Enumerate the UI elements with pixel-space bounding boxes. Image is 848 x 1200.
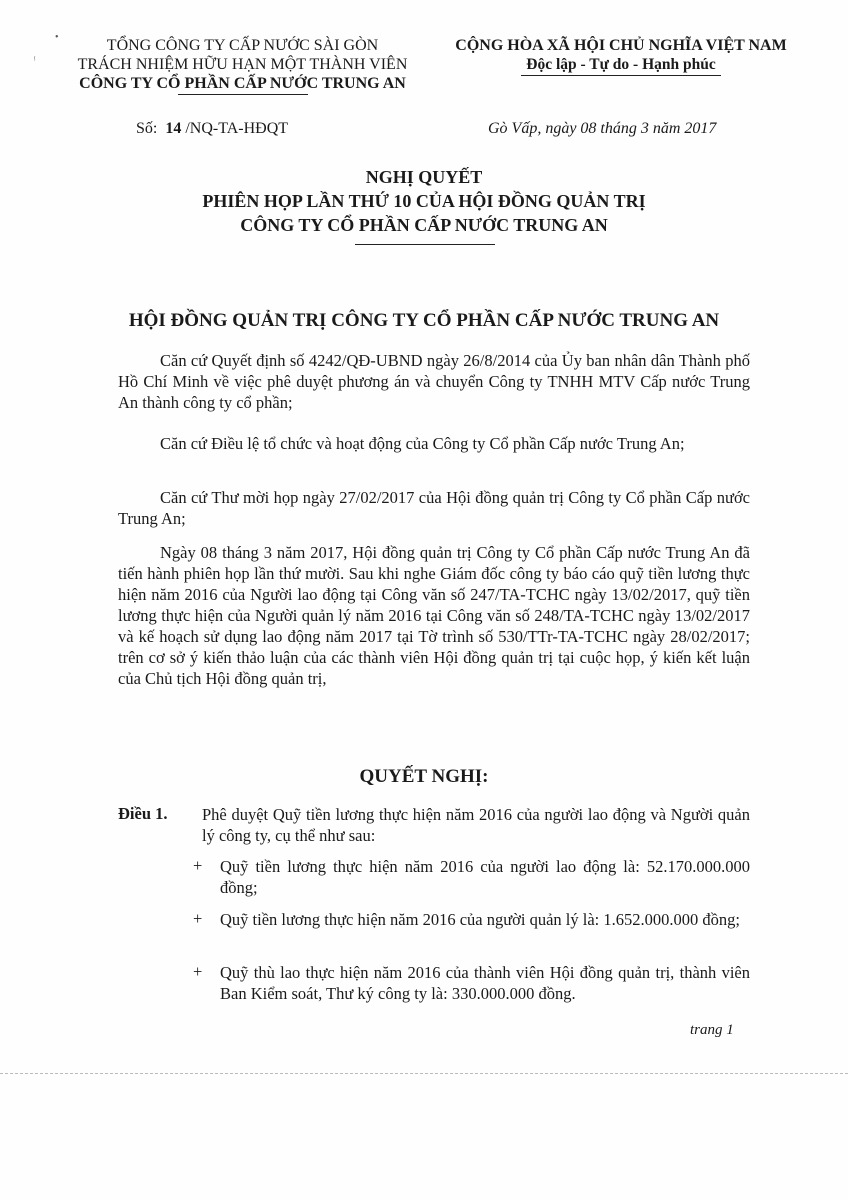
title-rule: [355, 244, 495, 245]
motto-underline: [521, 75, 721, 76]
document-subtitle: CÔNG TY CỔ PHẦN CẤP NƯỚC TRUNG AN: [240, 215, 608, 235]
document-title: PHIÊN HỌP LẦN THỨ 10 CỦA HỘI ĐỒNG QUẢN TRỊ: [202, 191, 646, 211]
list-item: Quỹ tiền lương thực hiện năm 2016 của người quản lý là: 1.652.000.000 đồng;: [220, 910, 740, 929]
bullet-symbol: +: [193, 856, 203, 875]
bullet-symbol: +: [193, 909, 203, 928]
page-divider: [0, 1073, 848, 1074]
paragraph: Căn cứ Quyết định số 4242/QĐ-UBND ngày 26/8/2014 của Ủy ban nhân dân Thành phố Hồ Chí Minh về việc phê duyệt phương án và chuyển Công ty TNHH MTV Cấp nước Trung An thành công ty cổ phần;: [118, 351, 750, 412]
paragraph: Căn cứ Thư mời họp ngày 27/02/2017 của Hội đồng quản trị Công ty Cổ phần Cấp nước Trung An;: [118, 488, 750, 528]
parent-company-type: TRÁCH NHIỆM HỮU HẠN MỘT THÀNH VIÊN: [77, 56, 408, 73]
article-text: Phê duyệt Quỹ tiền lương thực hiện năm 2016 của người lao động và Người quản lý công ty, cụ thể như sau:: [202, 805, 750, 845]
parent-company: TỔNG CÔNG TY CẤP NƯỚC SÀI GÒN: [106, 37, 379, 54]
issuer-block: [60, 36, 425, 95]
resolution-heading: QUYẾT NGHỊ:: [359, 766, 489, 787]
issuer-underline: [178, 94, 308, 95]
doc-number-value: 14: [165, 120, 182, 137]
paragraph: Ngày 08 tháng 3 năm 2017, Hội đồng quản trị Công ty Cổ phần Cấp nước Trung An đã tiến hành phiên họp lần thứ mười. Sau khi nghe Giám đốc công ty báo cáo quỹ tiền lương thực hiện năm 2016 của Người lao động tại Công văn số 247/TA-TCHC ngày 13/02/2017, quỹ tiền lương thực hiện của Người quản lý năm 2016 tại Công văn số 248/TA-TCHC ngày 13/02/2017 và kế hoạch sử dụng lao động năm 2017 tại Tờ trình số 530/TTr-TA-TCHC ngày 28/02/2017; trên cơ sở ý kiến thảo luận của các thành viên Hội đồng quản trị tại cuộc họp, ý kiến kết luận của Chủ tịch Hội đồng quản trị,: [118, 543, 750, 688]
doc-number-suffix: /NQ-TA-HĐQT: [185, 120, 289, 137]
place-date: Gò Vấp, ngày 08 tháng 3 năm 2017: [488, 120, 717, 137]
page-number: trang 1: [690, 1022, 734, 1038]
company-name: CÔNG TY CỔ PHẦN CẤP NƯỚC TRUNG AN: [79, 75, 406, 92]
scan-speck: ᵎ: [34, 54, 36, 65]
scan-speck: •: [55, 32, 59, 43]
country-name: CỘNG HÒA XÃ HỘI CHỦ NGHĨA VIỆT NAM: [455, 37, 787, 54]
list-item: Quỹ thù lao thực hiện năm 2016 của thành viên Hội đồng quản trị, thành viên Ban Kiểm soát, Thư ký công ty là: 330.000.000 đồng.: [220, 963, 750, 1003]
paragraph: Căn cứ Điều lệ tổ chức và hoạt động của Công ty Cổ phần Cấp nước Trung An;: [160, 434, 685, 453]
document-number: [136, 120, 288, 138]
doc-number-label: Số:: [136, 120, 158, 137]
national-motto-block: [432, 36, 810, 76]
list-item: Quỹ tiền lương thực hiện năm 2016 của người lao động là: 52.170.000.000 đồng;: [220, 857, 750, 897]
board-heading: HỘI ĐỒNG QUẢN TRỊ CÔNG TY CỔ PHẦN CẤP NƯỚC TRUNG AN: [128, 310, 720, 331]
article-label: Điều 1.: [118, 804, 168, 823]
document-type: NGHỊ QUYẾT: [365, 167, 483, 187]
motto: Độc lập - Tự do - Hạnh phúc: [526, 56, 716, 73]
bullet-symbol: +: [193, 962, 203, 981]
